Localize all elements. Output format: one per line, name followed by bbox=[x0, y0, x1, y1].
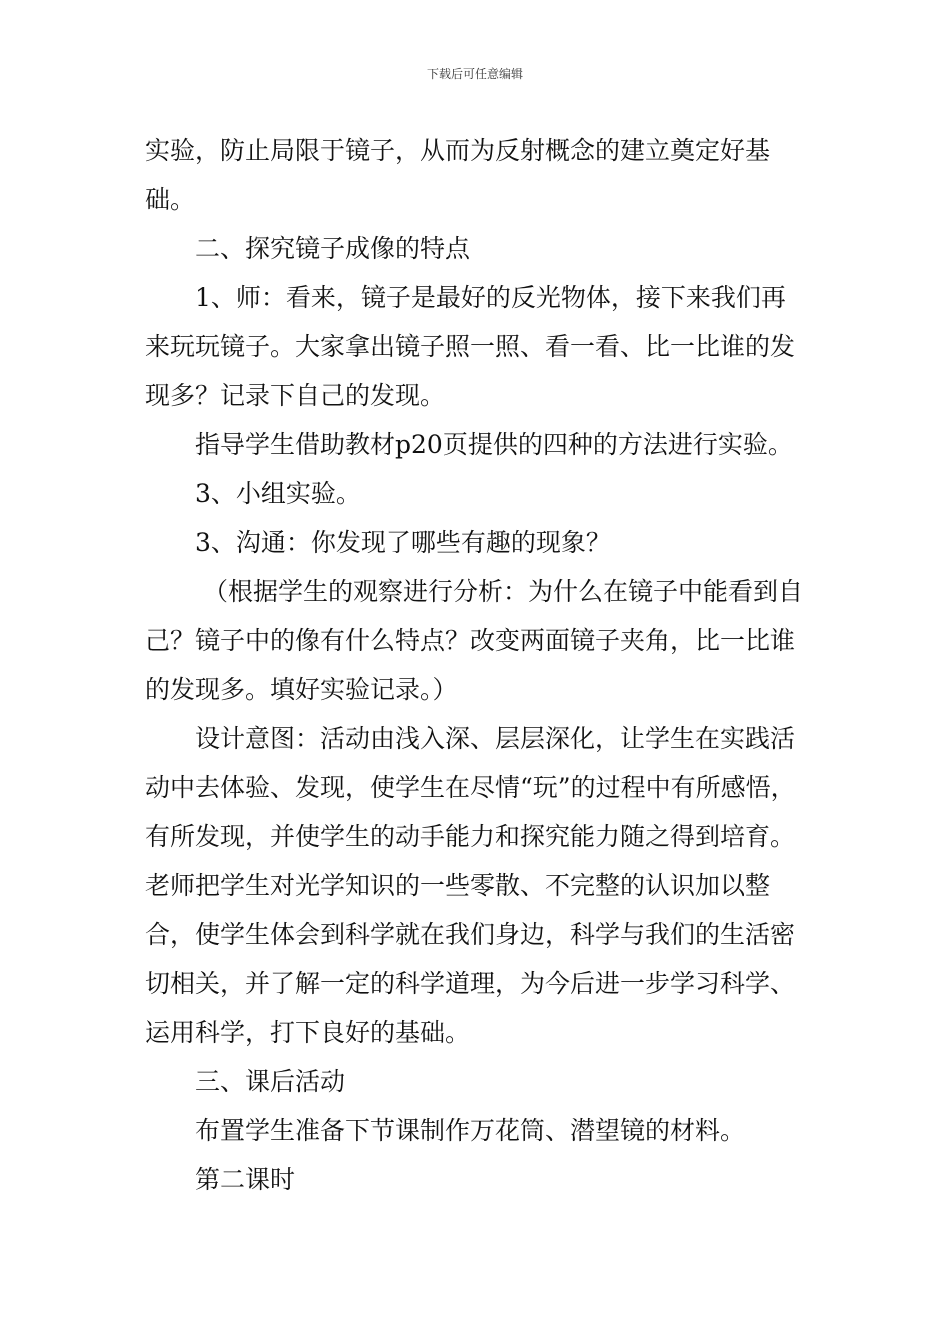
section-heading-3: 三、课后活动 bbox=[195, 1067, 346, 1096]
section-heading-2: 二、探究镜子成像的特点 bbox=[195, 234, 471, 263]
document-body bbox=[145, 126, 810, 1204]
paragraph-communication: 3、沟通：你发现了哪些有趣的现象？ bbox=[195, 528, 611, 557]
section-heading-second-lesson: 第二课时 bbox=[195, 1165, 296, 1194]
page-header: 下载后可任意编辑 bbox=[426, 67, 523, 81]
paragraph-design-intent: 设计意图：活动由浅入深、层层深化，让学生在实践活动中去体验、发现，使学生在尽情“玩”的过程中有所感悟，有所发现，并使学生的动手能力和探究能力随之得到培育。老师把学生对光学知识的一些零散、不完整的认识加以整合，使学生体会到科学就在我们身边，科学与我们的生活密切相关，并了解一定的科学道理，为今后进一步学习科学、运用科学，打下良好的基础。 bbox=[145, 724, 796, 1047]
paragraph-guidance: 指导学生借助教材p20页提供的四种的方法进行实验。 bbox=[195, 430, 793, 459]
paragraph-continuation: 实验，防止局限于镜子，从而为反射概念的建立奠定好基础。 bbox=[145, 136, 771, 214]
paragraph-analysis-note: （根据学生的观察进行分析：为什么在镜子中能看到自己？镜子中的像有什么特点？改变两面镜子夹角，比一比谁的发现多。填好实验记录。） bbox=[145, 577, 804, 704]
paragraph-assignment: 布置学生准备下节课制作万花筒、潜望镜的材料。 bbox=[195, 1116, 746, 1145]
paragraph-group-experiment: 3、小组实验。 bbox=[195, 479, 361, 508]
paragraph-teacher-prompt: 1、师：看来，镜子是最好的反光物体，接下来我们再来玩玩镜子。大家拿出镜子照一照、看一看、比一比谁的发现多？记录下自己的发现。 bbox=[145, 283, 796, 410]
